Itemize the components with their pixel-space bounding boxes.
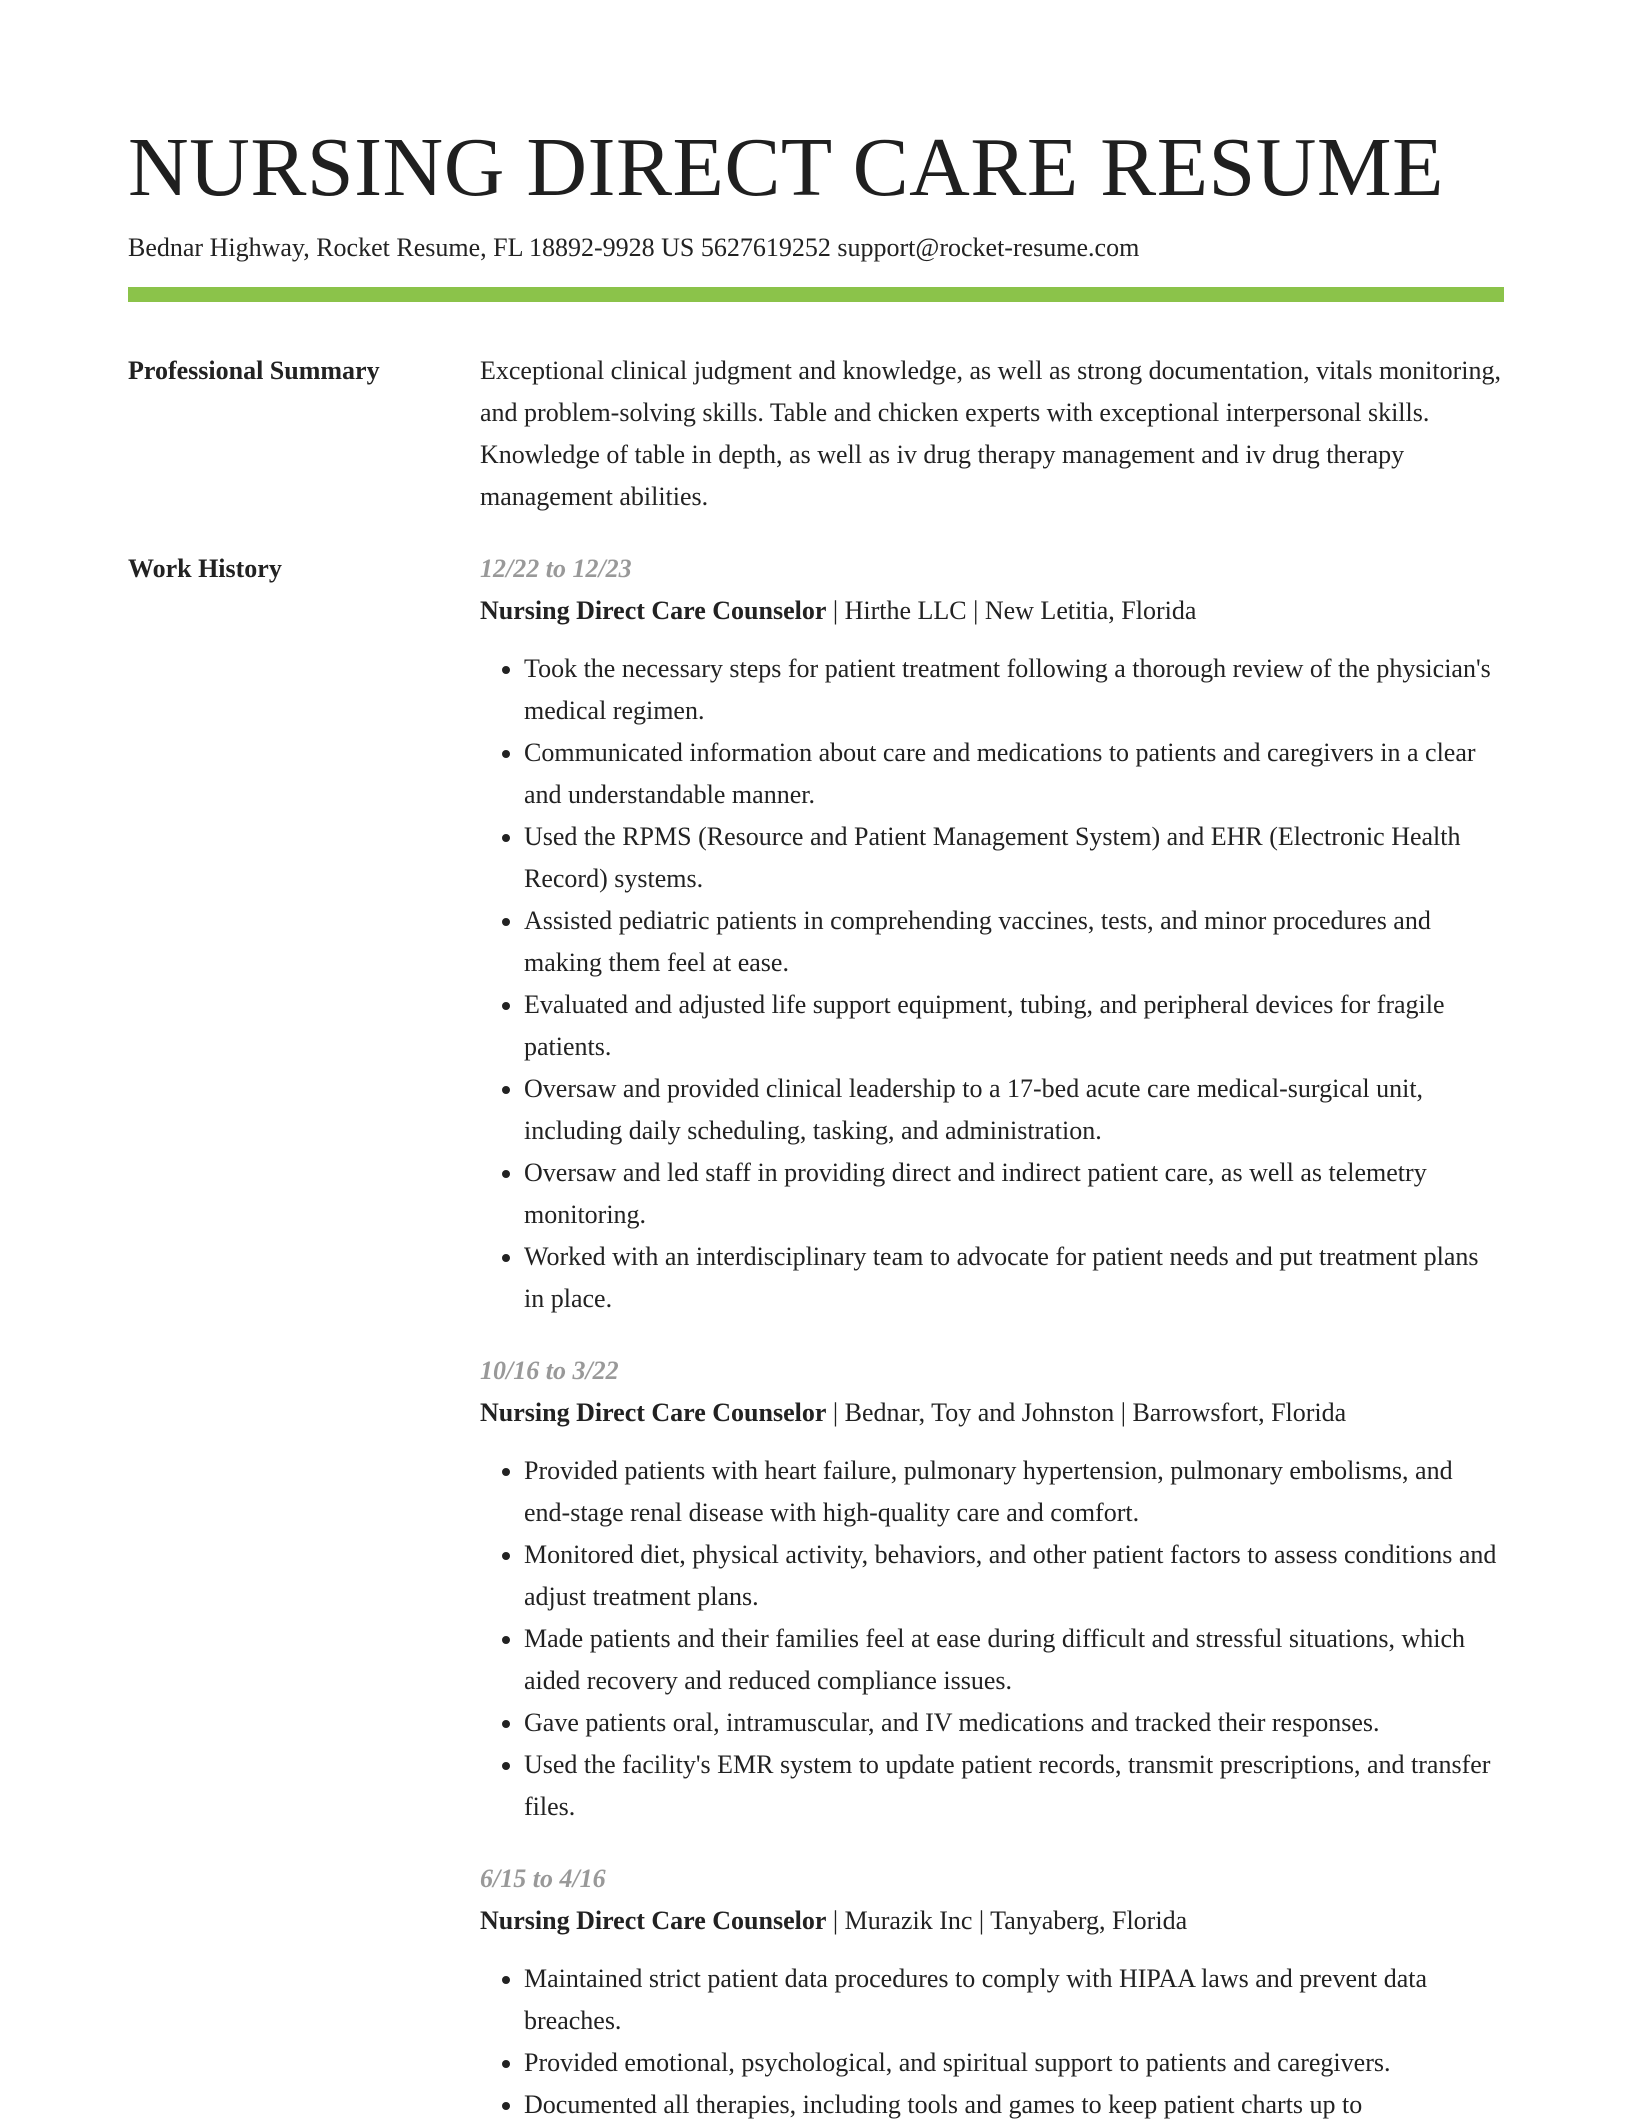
resume-title: NURSING DIRECT CARE RESUME	[128, 121, 1444, 214]
job-dates: 12/22 to 12/23	[480, 554, 632, 583]
job-bullet: • Made patients and their families feel at ease during difficult and stressful situations, which aided recovery and reduced compliance issues.	[524, 1618, 1504, 1702]
job-bullet-list	[480, 1450, 1504, 1828]
section-label-work-history: Work History	[128, 554, 282, 583]
job-bullet: • Oversaw and led staff in providing direct and indirect patient care, as well as telemetry monitoring.	[524, 1152, 1504, 1236]
professional-summary-section	[128, 350, 1504, 518]
work-history-section	[128, 548, 1504, 2126]
summary-text: Exceptional clinical judgment and knowledge, as well as strong documentation, vitals monitoring, and problem-solving skills. Table and chicken experts with exceptional interpersonal skills. Knowledge of table in depth, as well as iv drug therapy management and iv drug therapy management abilities.	[480, 356, 1501, 511]
job-heading	[480, 1392, 1504, 1434]
job-bullet: • Used the facility's EMR system to update patient records, transmit prescriptions, and transfer files.	[524, 1744, 1504, 1828]
contact-line: Bednar Highway, Rocket Resume, FL 18892-9928 US 5627619252 support@rocket-resume.com	[128, 233, 1140, 262]
job-bullet: • Used the RPMS (Resource and Patient Management System) and EHR (Electronic Health Record) systems.	[524, 816, 1504, 900]
job-bullet: • Monitored diet, physical activity, behaviors, and other patient factors to assess conditions and adjust treatment plans.	[524, 1534, 1504, 1618]
job-bullet: • Assisted pediatric patients in comprehending vaccines, tests, and minor procedures and making them feel at ease.	[524, 900, 1504, 984]
accent-divider	[128, 287, 1504, 302]
job-title: Nursing Direct Care Counselor	[480, 1906, 827, 1935]
job-title: Nursing Direct Care Counselor	[480, 1398, 827, 1427]
resume-page	[128, 118, 1504, 2126]
job-bullet-list	[480, 1958, 1504, 2126]
job-company-location: | Bednar, Toy and Johnston | Barrowsfort, Florida	[826, 1398, 1347, 1427]
job-entry	[480, 1858, 1504, 2126]
job-bullet: • Gave patients oral, intramuscular, and IV medications and tracked their responses.	[524, 1702, 1504, 1744]
summary-body	[480, 350, 1504, 518]
job-company-location: | Murazik Inc | Tanyaberg, Florida	[826, 1906, 1188, 1935]
job-dates: 6/15 to 4/16	[480, 1864, 606, 1893]
work-history-list	[480, 548, 1504, 2126]
job-bullet: • Oversaw and provided clinical leadership to a 17-bed acute care medical-surgical unit, including daily scheduling, tasking, and administration.	[524, 1068, 1504, 1152]
job-bullet: • Evaluated and adjusted life support equipment, tubing, and peripheral devices for fragile patients.	[524, 984, 1504, 1068]
job-bullet: • Worked with an interdisciplinary team to advocate for patient needs and put treatment plans in place.	[524, 1236, 1504, 1320]
job-bullet: • Documented all therapies, including tools and games to keep patient charts up to	[524, 2084, 1504, 2126]
job-bullet: • Took the necessary steps for patient treatment following a thorough review of the physician's medical regimen.	[524, 648, 1504, 732]
job-heading	[480, 590, 1504, 632]
job-dates: 10/16 to 3/22	[480, 1356, 619, 1385]
job-bullet: • Communicated information about care and medications to patients and caregivers in a clear and understandable manner.	[524, 732, 1504, 816]
job-entry	[480, 548, 1504, 1320]
section-label-summary: Professional Summary	[128, 356, 380, 385]
job-heading	[480, 1900, 1504, 1942]
job-company-location: | Hirthe LLC | New Letitia, Florida	[826, 596, 1197, 625]
job-bullet: • Provided emotional, psychological, and spiritual support to patients and caregivers.	[524, 2042, 1504, 2084]
job-entry	[480, 1350, 1504, 1828]
job-title: Nursing Direct Care Counselor	[480, 596, 827, 625]
job-bullet-list	[480, 648, 1504, 1320]
job-bullet: • Provided patients with heart failure, pulmonary hypertension, pulmonary embolisms, and end-stage renal disease with high-quality care and comfort.	[524, 1450, 1504, 1534]
job-bullet: • Maintained strict patient data procedures to comply with HIPAA laws and prevent data breaches.	[524, 1958, 1504, 2042]
